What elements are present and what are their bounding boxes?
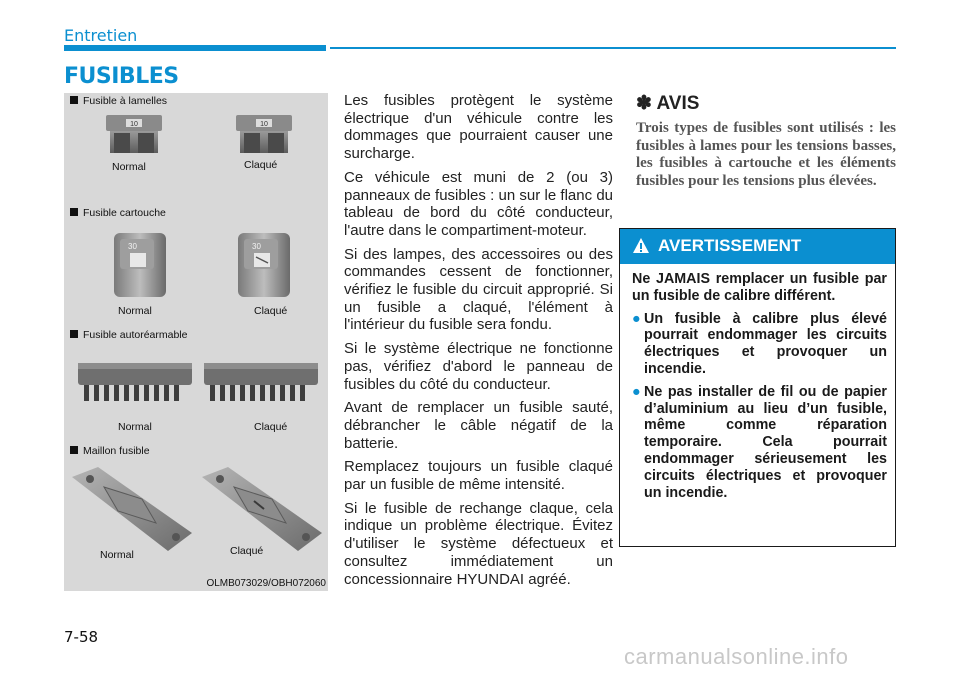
paragraph: Ce véhicule est muni de 2 (ou 3) panneaux de fusibles : un sur le flanc du tableau de bord du côté conducteur, l'autre dans le compartiment-moteur. [344, 168, 613, 239]
avis-heading: ✽ AVIS [636, 93, 700, 114]
bullet-icon: ● [632, 383, 641, 400]
blade-fuse-blown-image [234, 113, 294, 157]
warning-intro: Ne JAMAIS remplacer un fusible par un fusible de calibre différent. [632, 271, 887, 304]
header-rule-thin [330, 47, 896, 49]
warning-list [632, 311, 887, 502]
cap-link-normal: Normal [100, 549, 134, 561]
cap-link-blown: Claqué [230, 545, 264, 557]
warning-body [632, 271, 887, 507]
svg-text:10: 10 [260, 121, 268, 128]
fusible-link-normal-image [68, 463, 196, 559]
warning-triangle-icon [632, 237, 650, 254]
warning-box [619, 228, 896, 547]
fig-label-cartridge: Fusible cartouche [70, 207, 166, 219]
resettable-fuse-normal-image [76, 359, 194, 409]
svg-text:10: 10 [130, 121, 138, 128]
svg-text:30: 30 [252, 242, 261, 251]
cap-resettable-normal: Normal [118, 421, 152, 433]
cap-resettable-blown: Claqué [254, 421, 288, 433]
figure-reference: OLMB073029/OBH072060 [206, 578, 326, 589]
paragraph: Si le fusible de rechange claque, cela indique un problème électrique. Évitez d'utiliser le système défectueux et consultez immédiatement un concessionnaire HYUNDAI agréé. [344, 499, 613, 588]
warning-title: AVERTISSEMENT [658, 236, 802, 255]
cartridge-fuse-normal-image [110, 227, 170, 301]
cap-cartridge-blown: Claqué [254, 305, 288, 317]
paragraph: Si des lampes, des accessoires ou des commandes cessent de fonctionner, vérifiez le fusible du circuit approprié. Si un fusible a claqué, l'élément à l'intérieur du fusible sera fondu. [344, 245, 613, 334]
list-item: ● Ne pas installer de fil ou de papier d’aluminium au lieu d’un fusible, même comme réparation temporaire. Cela pourrait endommager sérieusement les circuits électriques et provoquer un incendie. [632, 383, 887, 501]
header-rule-thick [64, 45, 326, 51]
avis-text: Trois types de fusibles sont utilisés : les fusibles à lames pour les tensions basses, les fusibles à cartouche et les éléments fusibles pour les tensions plus élevées. [636, 120, 896, 189]
watermark: carmanualsonline.info [624, 644, 849, 669]
paragraph: Si le système électrique ne fonctionne pas, vérifiez d'abord le panneau de fusibles du côté du conducteur. [344, 340, 613, 393]
page-number: 7-58 [64, 628, 99, 646]
paragraph: Remplacez toujours un fusible claqué par un fusible de même intensité. [344, 458, 613, 494]
resettable-fuse-blown-image [202, 359, 320, 409]
asterisk-icon: ✽ [636, 93, 652, 114]
cap-blade-normal: Normal [112, 161, 146, 173]
paragraph: Les fusibles protègent le système électrique d'un véhicule contre les dommages que pourraient causer une surcharge. [344, 92, 613, 163]
bullet-icon: ● [632, 310, 641, 327]
cartridge-fuse-blown-image [234, 227, 294, 301]
body-text [344, 92, 613, 594]
paragraph: Avant de remplacer un fusible sauté, débrancher le câble négatif de la batterie. [344, 399, 613, 452]
fig-label-blade: Fusible à lamelles [70, 95, 167, 107]
cap-cartridge-normal: Normal [118, 305, 152, 317]
section-title: Entretien [64, 26, 138, 45]
warning-header [620, 229, 895, 264]
blade-fuse-normal-image [104, 113, 164, 157]
fig-label-link: Maillon fusible [70, 445, 150, 457]
fuse-figure [64, 93, 328, 591]
svg-text:30: 30 [128, 242, 137, 251]
fig-label-resettable: Fusible autoréarmable [70, 329, 187, 341]
list-item: ● Un fusible à calibre plus élevé pourrait endommager les circuits électriques et provoquer un incendie. [632, 310, 887, 377]
page-title: FUSIBLES [64, 64, 179, 89]
cap-blade-blown: Claqué [244, 159, 278, 171]
